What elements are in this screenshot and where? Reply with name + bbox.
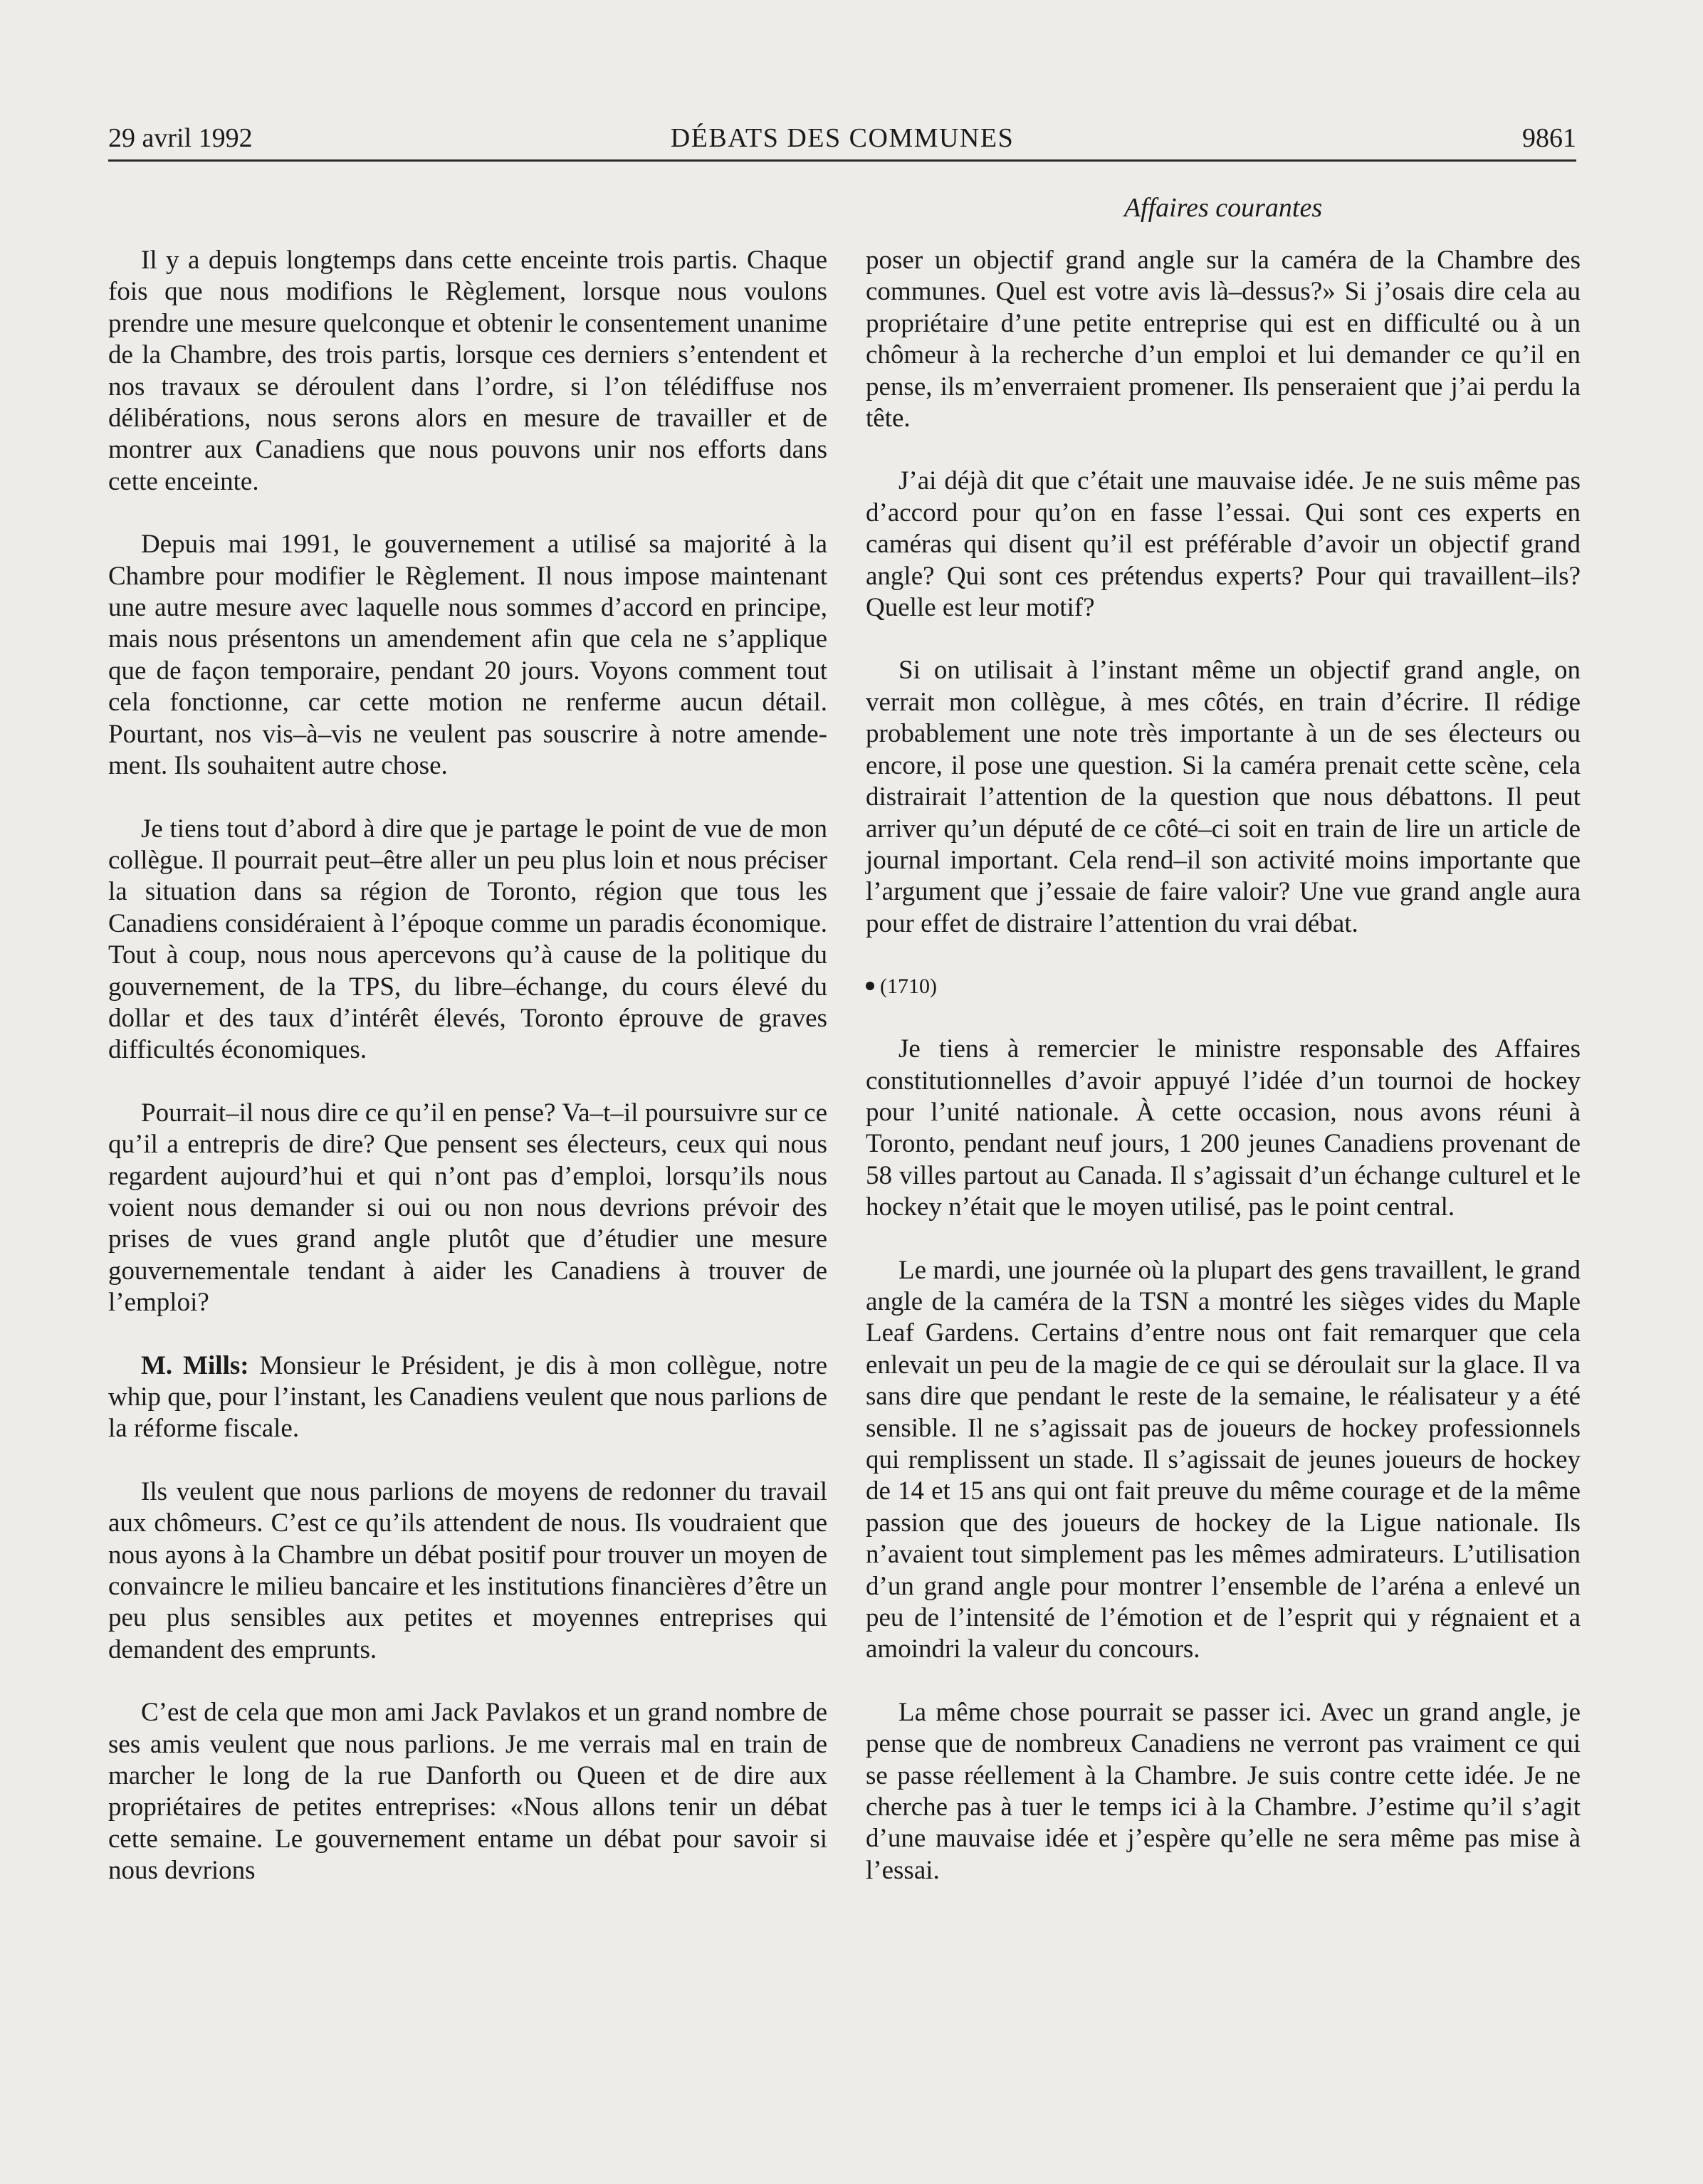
header-title: DÉBATS DES COMMUNES [670,123,1015,153]
time-marker-text: (1710) [880,975,937,999]
bullet-icon [866,982,874,990]
right-column [866,245,1581,1918]
paragraph: J’ai déjà dit que c’était une mauvaise idée. Je ne suis même pas d’accord pour qu’on en fasse l’essai. Qui sont ces experts en caméras qui disent qu’il est préférable d’avoir un objectif grand angle? Qui sont ces prétendus experts? Pour qui travaillent–ils? Quelle est leur motif? [866,466,1581,623]
header-date: 29 avril 1992 [108,123,253,153]
paragraph: Depuis mai 1991, le gouvernement a utilisé sa majorité à la Chambre pour modifier le Règlement. Il nous impose maintenant une autre mesure avec laquelle nous sommes d’accord en principe, mais nous présentons un amendement afin que cela ne s’applique que de façon temporaire, pendant 20 jours. Voyons comment tout cela fonctionne, car cette motion ne renferme aucun détail. Pourtant, nos vis–à–vis ne veulent pas souscrire à notre amendement. Ils souhaitent autre chose. [108,530,827,781]
paragraph: La même chose pourrait se passer ici. Avec un grand angle, je pense que de nombreux Canadiens ne verront pas vraiment ce qui se passe réellement à la Chambre. Je suis contre cette idée. Je ne cherche pas à tuer le temps ici à la Chambre. J’estime qu’il s’agit d’une mauvaise idée et j’espère qu’elle ne sera même pas mise à l’essai. [866,1697,1581,1885]
speaker-paragraph [108,1350,827,1445]
paragraph: Il y a depuis longtemps dans cette enceinte trois partis. Chaque fois que nous modifions le Règlement, lorsque nous voulons prendre une mesure quelconque et obtenir le consentement unanime de la Chambre, des trois partis, lorsque ces derniers s’entendent et nos travaux se déroulent dans l’ordre, si l’on télédiffuse nos délibérations, nous serons alors en mesure de travailler et de montrer aux Canadiens que nous pouvons unir nos efforts dans cette enceinte. [108,246,827,496]
paragraph: Le mardi, une journée où la plupart des gens travaillent, le grand angle de la caméra de la TSN a montré les sièges vides du Maple Leaf Gardens. Certains d’entre nous ont fait remarquer que cela enlevait un peu de la magie de ce qui se déroulait sur la glace. Il va sans dire que pendant le reste de la semaine, le réalisateur y a été sensible. Il ne s’agissait pas de joueurs de hockey professionnels qui remplissent un stade. Il s’agissait de jeunes joueurs de hockey de 14 et 15 ans qui ont fait preuve du même courage et de la même passion que des joueurs de hockey de la Ligue nationale. Ils n’avaient tout simplement pas les mêmes admirateurs. L’utilisation d’un grand angle pour montrer l’ensemble de l’aréna a enlevé un peu de l’intensité de l’émotion et de l’esprit qui y régnaient et a amoindri la valeur du concours. [866,1255,1581,1664]
paragraph: Pourrait–il nous dire ce qu’il en pense? Va–t–il poursuivre sur ce qu’il a entrepris de dire? Que pensent ses électeurs, ceux qui nous regardent aujourd’hui et qui n’ont pas d’emploi, lorsqu’ils nous voient nous demander si oui ou non nous devrions prévoir des prises de vues grand angle plutôt que d’étudier une mesure gouvernementale tendant à aider les Canadiens à trouver de l’emploi? [108,1098,827,1318]
left-column [108,245,827,1918]
paragraph: Je tiens tout d’abord à dire que je partage le point de vue de mon collègue. Il pourrait peut–être aller un peu plus loin et nous préciser la situation dans sa région de Toronto, région que tous les Canadiens considéraient à l’époque comme un paradis économique. Tout à coup, nous nous apercevons qu’à cause de la politique du gouvernement, de la TPS, du libre–échange, du cours élevé du dollar et des taux d’intérêt élevés, Toronto éprouve de graves difficultés économiques. [108,814,827,1065]
paragraph: Je tiens à remercier le ministre responsable des Affaires constitutionnelles d’avoir appuyé l’idée d’un tournoi de hockey pour l’unité nationale. À cette occasion, nous avons réuni à Toronto, pendant neuf jours, 1 200 jeunes Canadiens provenant de 58 villes partout au Canada. Il s’agissait d’un échange culturel et le hockey n’était que le moyen utilisé, pas le point central. [866,1034,1581,1222]
paragraph: C’est de cela que mon ami Jack Pavlakos et un grand nombre de ses amis veulent que nous parlions. Je me verrais mal en train de marcher le long de la rue Danforth ou Queen et de dire aux propriétaires de petites entreprises: «Nous allons tenir un débat cette semaine. Le gouvernement entame un débat pour savoir si nous devrions [108,1698,827,1886]
page-header [108,120,1576,162]
paragraph: Si on utilisait à l’instant même un objectif grand angle, on verrait mon collègue, à mes côtés, en train d’écrire. Il rédige probablement une note très importante à un de ses électeurs ou encore, il pose une question. Si la caméra prenait cette scène, cela distrairait l’attention de la question que nous débattons. Il peut arriver qu’un député de ce côté–ci soit en train de lire un article de journal important. Cela rend–il son activité moins importante que l’argument que j’essaie de faire valoir? Une vue grand angle aura pour effet de distraire l’attention du vrai débat. [866,656,1581,938]
header-page-number: 9861 [1522,123,1576,153]
paragraph: Ils veulent que nous parlions de moyens de redonner du travail aux chômeurs. C’est ce qu’ils attendent de nous. Ils voudraient que nous ayons à la Chambre un débat positif pour trouver un moyen de convaincre le milieu bancaire et les institutions financières d’être un peu plus sensibles aux petites et moyennes entreprises qui demandent des emprunts. [108,1476,827,1664]
paragraph: poser un objectif grand angle sur la caméra de la Chambre des communes. Quel est votre avis là–dessus?» Si j’osais dire cela au propriétaire d’une petite entreprise qui est en difficulté ou à un chômeur à la recherche d’un emploi et lui demander ce qu’il en pense, ils m’enverraient promener. Ils penseraient que j’ai perdu la tête. [866,246,1581,434]
speaker-name: M. Mills: [141,1350,249,1380]
speaker-text: Monsieur le Président, je dis à mon collègue, notre whip que, pour l’instant, les Canadiens veulent que nous parlions de la réforme fiscale. [108,1350,827,1444]
section-title: Affaires courantes [1123,193,1323,223]
time-marker [866,971,1581,1002]
